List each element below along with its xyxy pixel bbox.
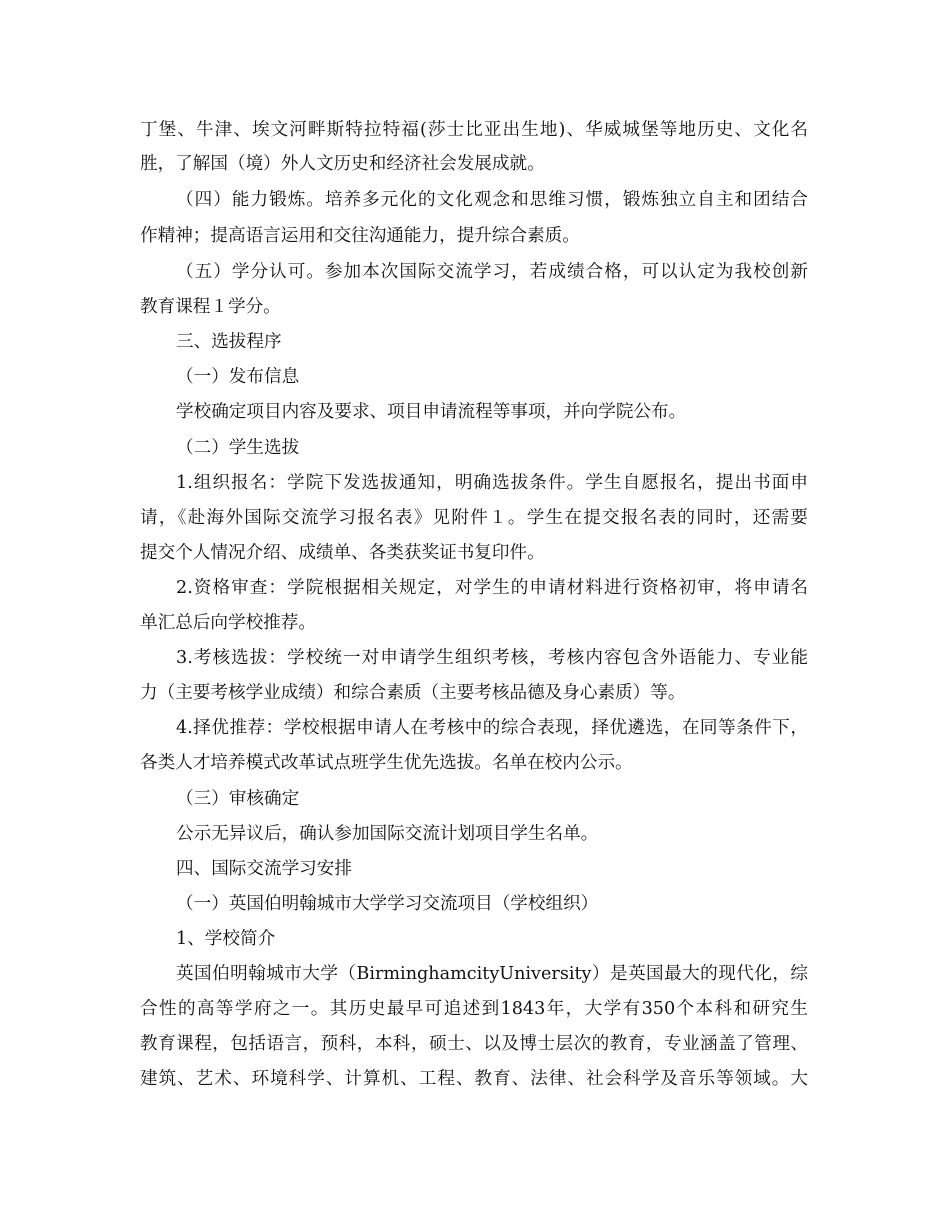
paragraph-line: 单汇总后向学校推荐。 (140, 613, 316, 633)
subsection-heading: （一）发布信息 (176, 367, 300, 387)
paragraph-line: 作精神；提高语言运用和交往沟通能力，提升综合素质。 (140, 226, 580, 246)
paragraph-line: 请，《赴海外国际交流学习报名表》见附件１。学生在提交报名表的同时，还需要 (140, 508, 808, 528)
paragraph-line: 各类人才培养模式改革试点班学生优先选拔。名单在校内公示。 (140, 753, 633, 773)
paragraph-line: （四）能力锻炼。培养多元化的文化观念和思维习惯，锻炼独立自主和团结合 (176, 190, 808, 210)
paragraph-line: 教育课程，包括语言，预科，本科，硕士、以及博士层次的教育，专业涵盖了管理、 (140, 1034, 808, 1054)
paragraph-line: 3.考核选拔：学校统一对申请学生组织考核，考核内容包含外语能力、专业能 (176, 648, 808, 668)
paragraph-line: 建筑、艺术、环境科学、计算机、工程、教育、法律、社会科学及音乐等领域。大 (140, 1069, 808, 1089)
section-heading: 三、选拔程序 (176, 332, 282, 352)
paragraph-line: 2.资格审查：学院根据相关规定，对学生的申请材料进行资格初审，将申请名 (176, 578, 808, 598)
paragraph-line: 4.择优推荐：学校根据申请人在考核中的综合表现，择优遴选，在同等条件下， (176, 718, 808, 738)
paragraph-line: 胜，了解国（境）外人文历史和经济社会发展成就。 (140, 154, 545, 174)
paragraph-line: 公示无异议后，确认参加国际交流计划项目学生名单。 (176, 824, 599, 844)
paragraph-line: 英国伯明翰城市大学（BirminghamcityUniversity）是英国最大的现代化，综 (176, 964, 808, 984)
subsection-heading: （三）审核确定 (176, 789, 300, 809)
subsection-heading: 1、学校简介 (176, 929, 276, 949)
paragraph-line: 学校确定项目内容及要求、项目申请流程等事项，并向学院公布。 (176, 402, 687, 422)
subsection-heading: （一）英国伯明翰城市大学学习交流项目（学校组织） (176, 894, 599, 914)
paragraph-line: 丁堡、牛津、埃文河畔斯特拉特福(莎士比亚出生地)、华威城堡等地历史、文化名 (140, 120, 808, 140)
paragraph-line: 合性的高等学府之一。其历史最早可追述到1843年，大学有350个本科和研究生 (140, 999, 808, 1019)
paragraph-line: 提交个人情况介绍、成绩单、各类获奖证书复印件。 (140, 543, 545, 563)
paragraph-line: 力（主要考核学业成绩）和综合素质（主要考核品德及身心素质）等。 (140, 683, 686, 703)
section-heading: 四、国际交流学习安排 (176, 859, 352, 879)
paragraph-line: （五）学分认可。参加本次国际交流学习，若成绩合格，可以认定为我校创新 (176, 262, 808, 282)
paragraph-line: 教育课程１学分。 (140, 297, 281, 317)
subsection-heading: （二）学生选拔 (176, 438, 300, 458)
paragraph-line: 1.组织报名：学院下发选拔通知，明确选拔条件。学生自愿报名，提出书面申 (176, 473, 808, 493)
